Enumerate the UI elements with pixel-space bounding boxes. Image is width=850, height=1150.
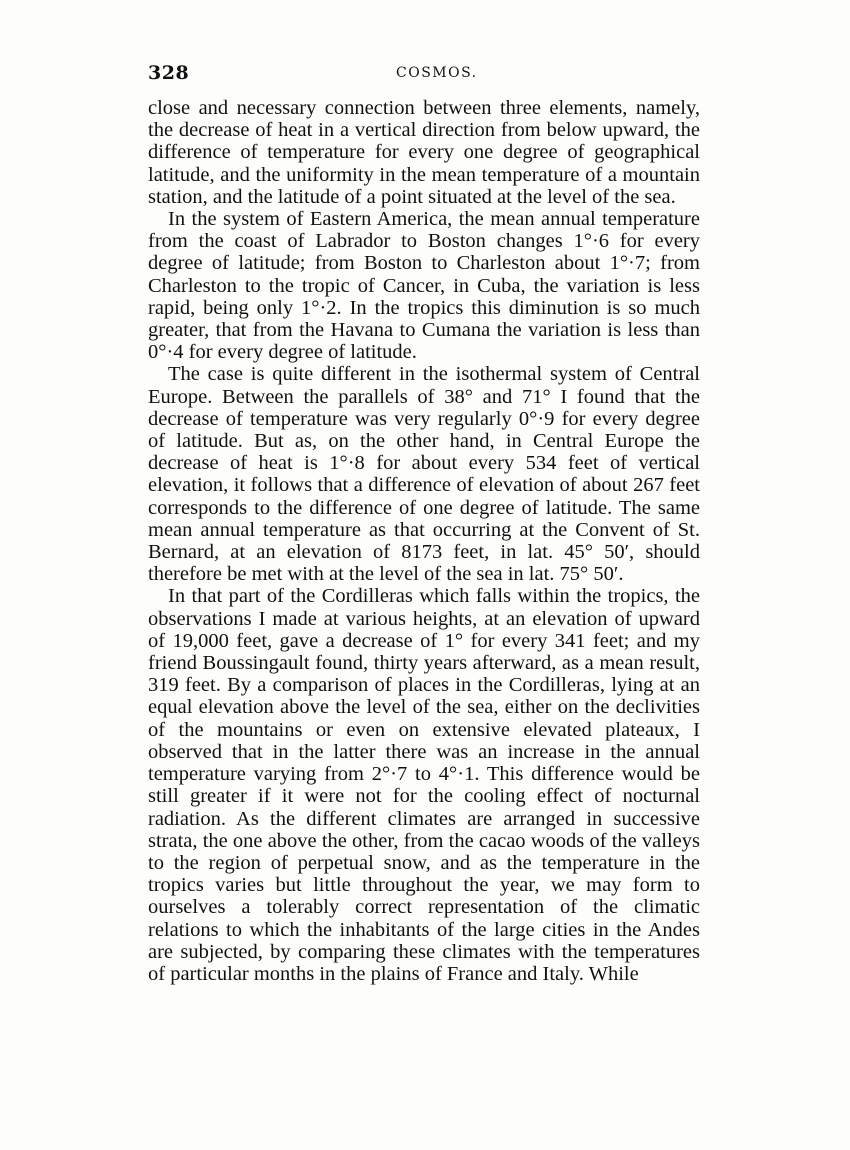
page-number: 328 xyxy=(148,62,190,84)
paragraph-cordilleras: In that part of the Cordilleras which falls within the tropics, the observations I made at various heights, at an elevation of upward of 19,000 feet, gave a decrease of 1° for every 341 feet; and my friend Boussingault found, thirty years afterward, as a mean result, 319 feet. By a comparison of places in the Cordilleras, lying at an equal elevation above the level of the sea, either on the declivities of the mountains or even on extensive elevated plateaux, I observed that in the latter there was an increase in the annual temperature varying from 2°·7 to 4°·1. This difference would be still greater if it were not for the cooling effect of nocturnal radiation. As the different climates are arranged in successive strata, the one above the other, from the cacao woods of the valleys to the region of perpetual snow, and as the temperature in the tropics varies but little throughout the year, we may form to ourselves a tolerably correct representation of the climatic relations to which the inhabitants of the large cities in the Andes are subjected, by comparing these climates with the temperatures of particular months in the plains of France and Italy. While xyxy=(148,585,700,985)
body-text xyxy=(148,97,700,985)
paragraph-central-europe: The case is quite different in the isothermal system of Central Europe. Between the parallels of 38° and 71° I found that the decrease of temperature was very regularly 0°·9 for every degree of latitude. But as, on the other hand, in Central Europe the decrease of heat is 1°·8 for about every 534 feet of vertical elevation, it follows that a difference of elevation of about 267 feet corresponds to the difference of one degree of latitude. The same mean annual temperature as that occurring at the Convent of St. Bernard, at an elevation of 8173 feet, in lat. 45° 50′, should therefore be met with at the level of the sea in lat. 75° 50′. xyxy=(148,363,700,586)
running-title: COSMOS. xyxy=(396,65,478,81)
paragraph-continued: close and necessary connection between three elements, namely, the decrease of heat in a vertical direction from below upward, the difference of temperature for every one degree of geographical latitude, and the uniformity in the mean temperature of a mountain station, and the latitude of a point situated at the level of the sea. xyxy=(148,97,700,208)
paragraph-eastern-america: In the system of Eastern America, the mean annual temperature from the coast of Labrador to Boston changes 1°·6 for every degree of latitude; from Boston to Charleston about 1°·7; from Charleston to the tropic of Cancer, in Cuba, the variation is less rapid, being only 1°·2. In the tropics this diminution is so much greater, that from the Havana to Cumana the variation is less than 0°·4 for every degree of latitude. xyxy=(148,208,700,364)
page-header xyxy=(148,62,700,86)
